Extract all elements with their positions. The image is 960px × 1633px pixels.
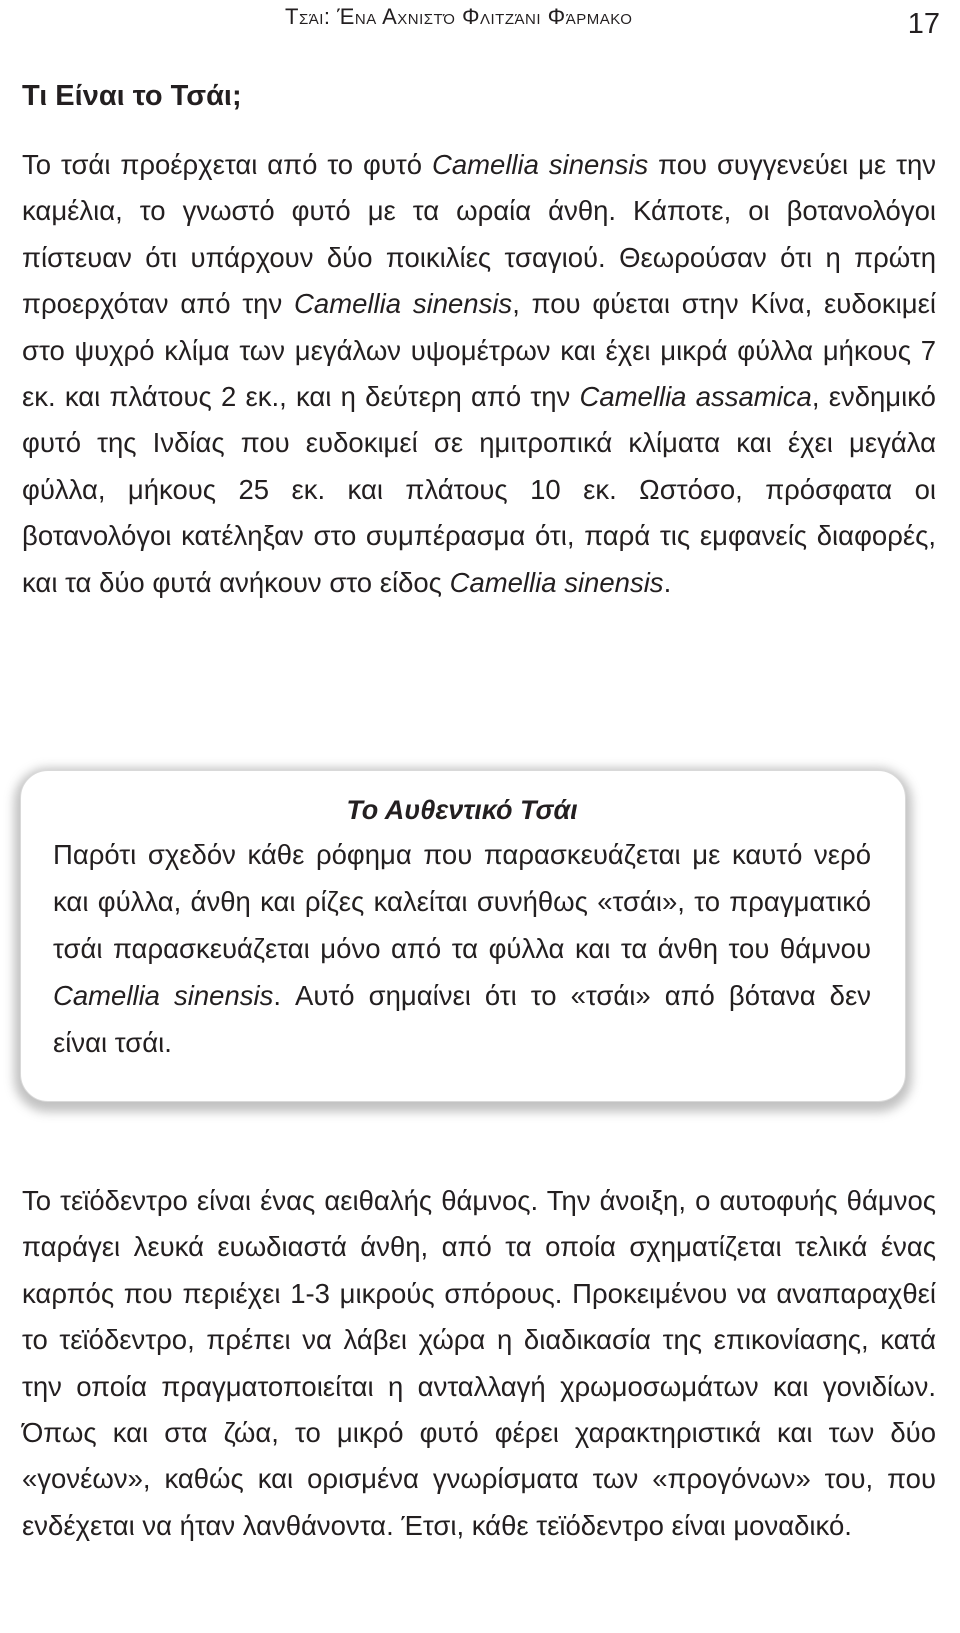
text-run: . [663, 566, 672, 598]
tea-plant-paragraph: Το τεϊόδεντρο είναι ένας αειθαλής θάμνος. Την άνοιξη, ο αυτοφυής θάμνος παράγει λευκά ευωδιαστά άνθη, από τα οποία σχηματίζεται τελικά ένας καρπός που περιέχει 1-3 μικρούς σπόρους. Προκειμένου να αναπαραχθεί το τεϊόδεντρο, πρέπει να λάβει χώρα η διαδικασία της επικονίασης, κατά την οποία πραγματοποιείται η ανταλλαγή χρωμοσωμάτων και γονιδίων. Όπως και στα ζώα, το μικρό φυτό φέρει χαρακτηριστικά και των δύο «γονέων», καθώς και ορισμένα γνωρίσματα των «προγόνων» του, που ενδέχεται να ήταν λανθάνοντα. Έτσι, κάθε τεϊόδεντρο είναι μοναδικό. [22, 1185, 936, 1541]
callout-box [20, 770, 906, 1102]
text-run: Παρότι σχεδόν κάθε ρόφημα που παρασκευάζεται με καυτό νερό και φύλλα, άνθη και ρίζες καλείται συνήθως «τσάι», το πραγματικό τσάι παρασκευάζεται μόνο από τα φύλλα και τα άνθη του θάμνου [53, 839, 871, 964]
species-name: Camellia sinensis [449, 566, 664, 598]
page-number: 17 [907, 8, 940, 40]
text-run: Το τσάι προέρχεται από το φυτό [22, 149, 432, 180]
section-title: Τι Είναι το Τσάι; [22, 80, 242, 112]
callout-title: Το Αυθεντικό Τσάι [346, 795, 578, 825]
intro-paragraph [22, 142, 936, 606]
text-run: που συγγενεύει με την καμέλια, το γνωστό φυτό με τα ωραία άνθη. Κάποτε, οι βοτανολόγοι πίστευαν ότι υπάρχουν δύο ποικιλίες τσαγιού. Θεωρούσαν ότι η πρώτη προερχόταν από την [22, 149, 936, 320]
text-run: , ενδημικό φυτό της Ινδίας που ευδοκιμεί σε ημιτροπικά κλίματα και έχει μεγάλα φύλλα, μήκους 25 εκ. και πλάτους 10 εκ. Ωστόσο, πρόσφατα οι βοτανολόγοι κατέληξαν στο συμπέρασμα ότι, παρά τις εμφανείς διαφορές, και τα δύο φυτά ανήκουν στο είδος [22, 381, 936, 598]
running-header: Τσάι: Ένα Αχνιστό Φλιτζάνι Φάρμακο [285, 4, 633, 29]
text-run: , που φύεται στην Κίνα, ευδοκιμεί στο ψυχρό κλίμα των μεγάλων υψομέτρων και έχει μικρά φύλλα μήκους 7 εκ. και πλάτους 2 εκ., και η δεύτερη από την [22, 288, 936, 413]
callout-text [53, 831, 871, 1066]
species-name: Camellia sinensis [53, 980, 274, 1011]
species-name: Camellia assamica [579, 381, 812, 413]
species-name: Camellia sinensis [431, 149, 649, 180]
text-run: . Αυτό σημαίνει ότι το «τσάι» από βότανα δεν είναι τσάι. [53, 980, 871, 1058]
species-name: Camellia sinensis [294, 288, 513, 320]
